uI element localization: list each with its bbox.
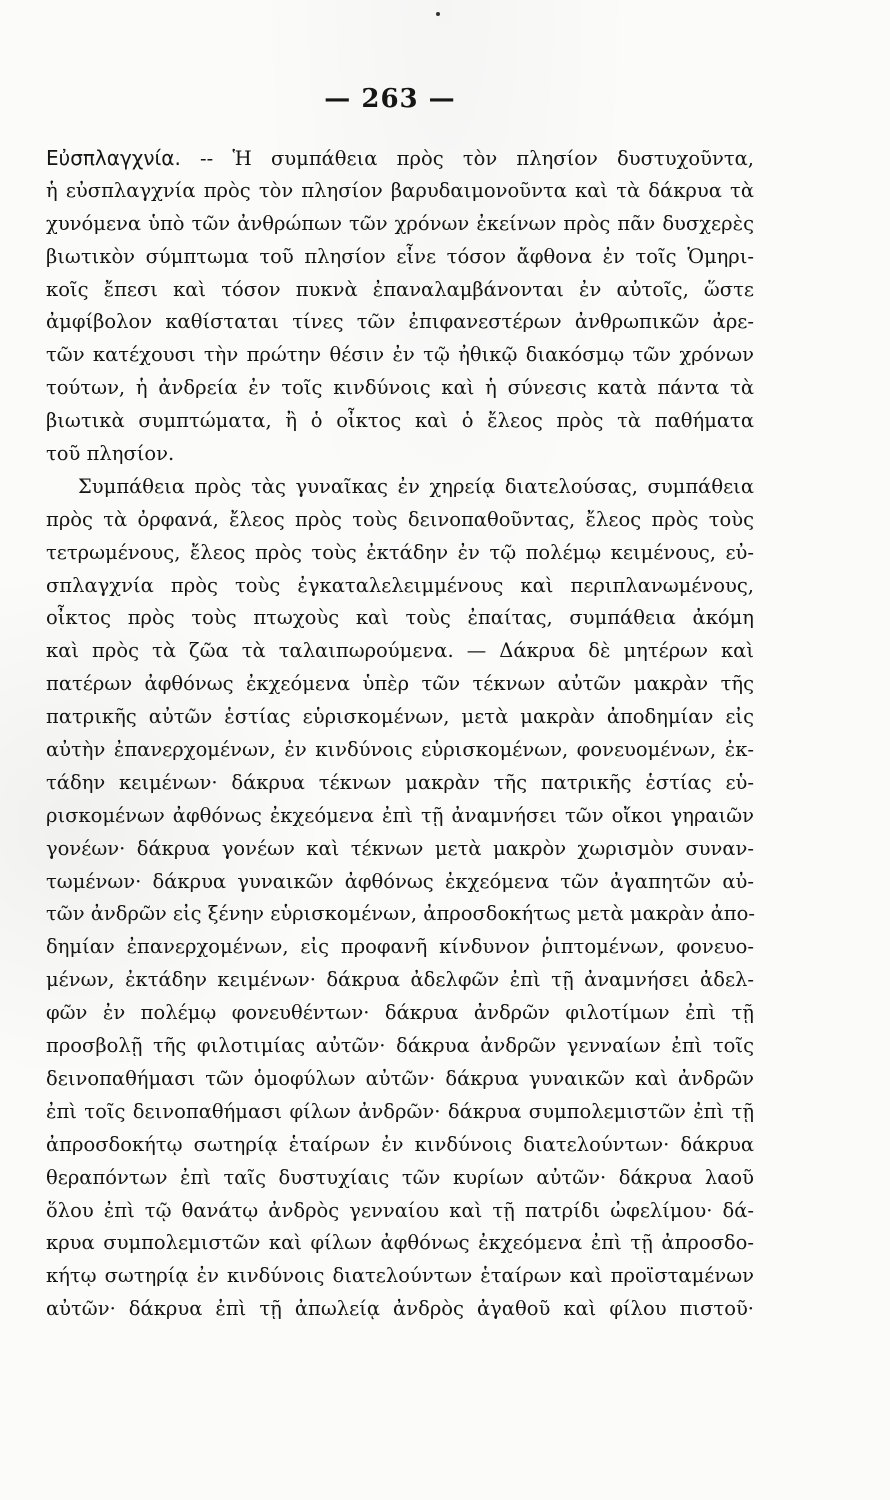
text-line: βιωτικὸν σύμπτωμα τοῦ πλησίον εἶνε τόσον ἄφθονα ἐν τοῖς Ὁμηρι-	[46, 244, 754, 268]
text-line: δεινοπαθήμασι τῶν ὁμοφύλων αὐτῶν· δάκρυα γυναικῶν καὶ ἀνδρῶν	[46, 1066, 754, 1090]
text-line: ἀμφίβολον καθίσταται τίνες τῶν ἐπιφανεστέρων ἀνθρωπικῶν ἀρε-	[46, 310, 754, 334]
text-line: ρισκομένων ἀφθόνως ἐκχεόμενα ἐπὶ τῇ ἀναμνήσει τῶν οἴκοι γηραιῶν	[46, 803, 754, 827]
text-line: αὐτὴν ἐπανερχομένων, ἐν κινδύνοις εὑρισκομένων, φονευομένων, ἐκ-	[46, 738, 754, 762]
text-line: πατρικῆς αὐτῶν ἑστίας εὑρισκομένων, μετὰ μακρὰν ἀποδημίαν εἰς	[46, 705, 754, 729]
text-line: γονέων· δάκρυα γονέων καὶ τέκνων μετὰ μακρὸν χωρισμὸν συναν-	[46, 836, 754, 860]
text-line: μένων, ἐκτάδην κειμένων· δάκρυα ἀδελφῶν ἐπὶ τῇ ἀναμνήσει ἀδελ-	[46, 968, 754, 992]
text-line: θεραπόντων ἐπὶ ταῖς δυστυχίαις τῶν κυρίων αὐτῶν· δάκρυα λαοῦ	[46, 1165, 754, 1189]
text-line: ὅλου ἐπὶ τῷ θανάτῳ ἀνδρὸς γενναίου καὶ τῇ πατρίδι ὠφελίμου· δά-	[46, 1198, 754, 1222]
ink-speck	[436, 12, 440, 16]
text-line: τάδην κειμένων· δάκρυα τέκνων μακρὰν τῆς πατρικῆς ἑστίας εὑ-	[46, 770, 754, 794]
text-line: πατέρων ἀφθόνως ἐκχεόμενα ὑπὲρ τῶν τέκνων αὐτῶν μακρὰν τῆς	[46, 672, 754, 696]
text-line: οἶκτος πρὸς τοὺς πτωχοὺς καὶ τοὺς ἐπαίτας, συμπάθεια ἀκόμη	[46, 606, 754, 630]
text-line-rest: -- Ἡ συμπάθεια πρὸς τὸν πλησίον δυστυχοῦντα,	[180, 147, 754, 170]
text-line: σπλαγχνία πρὸς τοὺς ἐγκαταλελειμμένους καὶ περιπλανωμένους,	[46, 573, 754, 597]
text-line: κρυα συμπολεμιστῶν καὶ φίλων ἀφθόνως ἐκχεόμενα ἐπὶ τῇ ἀπροσδο-	[46, 1231, 754, 1255]
text-line: φῶν ἐν πολέμῳ φονευθέντων· δάκρυα ἀνδρῶν φιλοτίμων ἐπὶ τῇ	[46, 1001, 754, 1025]
text-line: κοῖς ἔπεσι καὶ τόσον πυκνὰ ἐπαναλαμβάνονται ἐν αὐτοῖς, ὥστε	[46, 277, 754, 301]
text-line: τοῦ πλησίον.	[46, 442, 175, 466]
text-line: τούτων, ἡ ἀνδρεία ἐν τοῖς κινδύνοις καὶ ἡ σύνεσις κατὰ πάντα τὰ	[46, 376, 754, 400]
body-text	[46, 142, 754, 1326]
text-line: τετρωμένους, ἔλεος πρὸς τοὺς ἐκτάδην ἐν τῷ πολέμῳ κειμένους, εὐ-	[46, 540, 754, 564]
text-line	[46, 142, 754, 175]
text-line: ἐπὶ τοῖς δεινοπαθήμασι φίλων ἀνδρῶν· δάκρυα συμπολεμιστῶν ἐπὶ τῇ	[46, 1099, 754, 1123]
text-line: ἡ εὐσπλαγχνία πρὸς τὸν πλησίον βαρυδαιμονοῦντα καὶ τὰ δάκρυα τὰ	[46, 178, 754, 202]
page-number: — 263 —	[324, 84, 456, 114]
text-line: κήτῳ σωτηρίᾳ ἐν κινδύνοις διατελούντων ἑταίρων καὶ προϊσταμένων	[46, 1264, 754, 1288]
text-line: πρὸς τὰ ὀρφανά, ἔλεος πρὸς τοὺς δεινοπαθοῦντας, ἔλεος πρὸς τοὺς	[46, 507, 754, 531]
text-line: ἀπροσδοκήτῳ σωτηρίᾳ ἑταίρων ἐν κινδύνοις διατελούντων· δάκρυα	[46, 1132, 754, 1156]
text-line: βιωτικὰ συμπτώματα, ἢ ὁ οἶκτος καὶ ὁ ἔλεος πρὸς τὰ παθήματα	[46, 409, 754, 433]
text-line: αὐτῶν· δάκρυα ἐπὶ τῇ ἀπωλείᾳ ἀνδρὸς ἀγαθοῦ καὶ φίλου πιστοῦ·	[46, 1297, 754, 1321]
text-line: τωμένων· δάκρυα γυναικῶν ἀφθόνως ἐκχεόμενα τῶν ἀγαπητῶν αὐ-	[46, 869, 754, 893]
text-line: τῶν κατέχουσι τὴν πρώτην θέσιν ἐν τῷ ἠθικῷ διακόσμῳ τῶν χρόνων	[46, 343, 754, 367]
text-line: καὶ πρὸς τὰ ζῶα τὰ ταλαιπωρούμενα. — Δάκρυα δὲ μητέρων καὶ	[46, 639, 754, 663]
text-line: τῶν ἀνδρῶν εἰς ξένην εὑρισκομένων, ἀπροσδοκήτως μετὰ μακρὰν ἀπο-	[46, 902, 755, 926]
text-line: δημίαν ἐπανερχομένων, εἰς προφανῆ κίνδυνον ῥιπτομένων, φονευο-	[46, 935, 754, 959]
text-line: Συμπάθεια πρὸς τὰς γυναῖκας ἐν χηρείᾳ διατελούσας, συμπάθεια	[78, 474, 754, 498]
text-line: προσβολῇ τῆς φιλοτιμίας αὐτῶν· δάκρυα ἀνδρῶν γενναίων ἐπὶ τοῖς	[46, 1034, 754, 1058]
section-heading: Εὐσπλαγχνία.	[46, 146, 181, 170]
text-line: χυνόμενα ὑπὸ τῶν ἀνθρώπων τῶν χρόνων ἐκείνων πρὸς πᾶν δυσχερὲς	[46, 211, 754, 235]
